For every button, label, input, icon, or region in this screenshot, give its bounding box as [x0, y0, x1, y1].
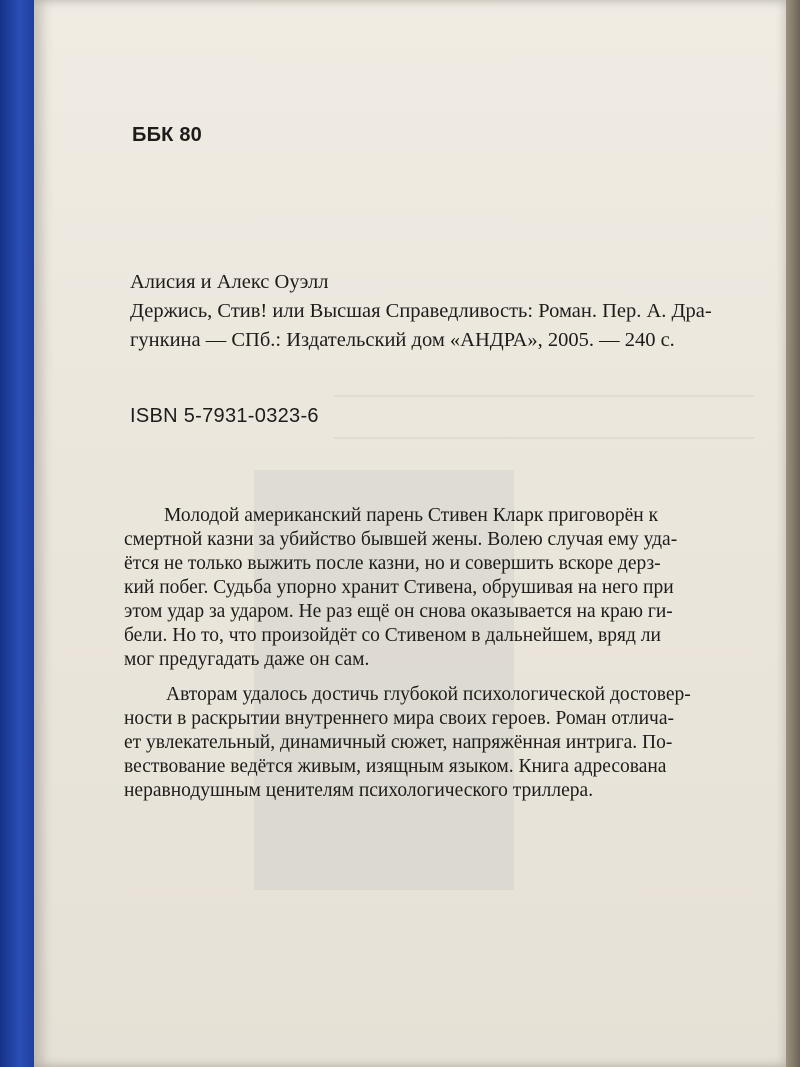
- annotation-line: ет увлекательный, динамичный сюжет, напряжённая интрига. По-: [124, 732, 673, 753]
- annotation-paragraph: [124, 504, 794, 672]
- isbn-number: ISBN 5-7931-0323-6: [130, 405, 319, 427]
- annotation-line: ётся не только выжить после казни, но и совершить вскоре дерз-: [124, 553, 661, 574]
- show-through-text: [334, 395, 754, 439]
- annotation-paragraph: [124, 683, 794, 803]
- annotation-line: кий побег. Судьба упорно хранит Стивена, обрушивая на него при: [124, 577, 674, 598]
- annotation-line: мог предугадать даже он сам.: [124, 649, 370, 670]
- bibliographic-record: [130, 268, 762, 355]
- annotation-line: Молодой американский парень Стивен Кларк приговорён к: [164, 505, 659, 526]
- annotation-line: вествование ведётся живым, изящным языком. Книга адресована: [124, 756, 667, 777]
- annotation-line: неравнодушным ценителям психологического триллера.: [124, 780, 594, 801]
- book-page: [34, 0, 786, 1067]
- annotation-line: ности в раскрытии внутреннего мира своих героев. Роман отлича-: [124, 708, 675, 729]
- annotation-line: бели. Но то, что произойдёт со Стивеном в дальнейшем, вряд ли: [124, 625, 661, 646]
- annotation-line: Авторам удалось достичь глубокой психологической достовер-: [166, 684, 691, 705]
- biblio-line: Держись, Стив! или Высшая Справедливость: Роман. Пер. А. Дра-: [130, 300, 712, 322]
- annotation-line: смертной казни за убийство бывшей жены. Волею случая ему уда-: [124, 529, 678, 550]
- annotation-line: этом удар за ударом. Не раз ещё он снова оказывается на краю ги-: [124, 601, 673, 622]
- biblio-line: Алисия и Алекс Оуэлл: [130, 271, 329, 293]
- biblio-line: гункина — СПб.: Издательский дом «АНДРА», 2005. — 240 с.: [130, 329, 675, 351]
- bbk-code: ББК 80: [132, 124, 202, 146]
